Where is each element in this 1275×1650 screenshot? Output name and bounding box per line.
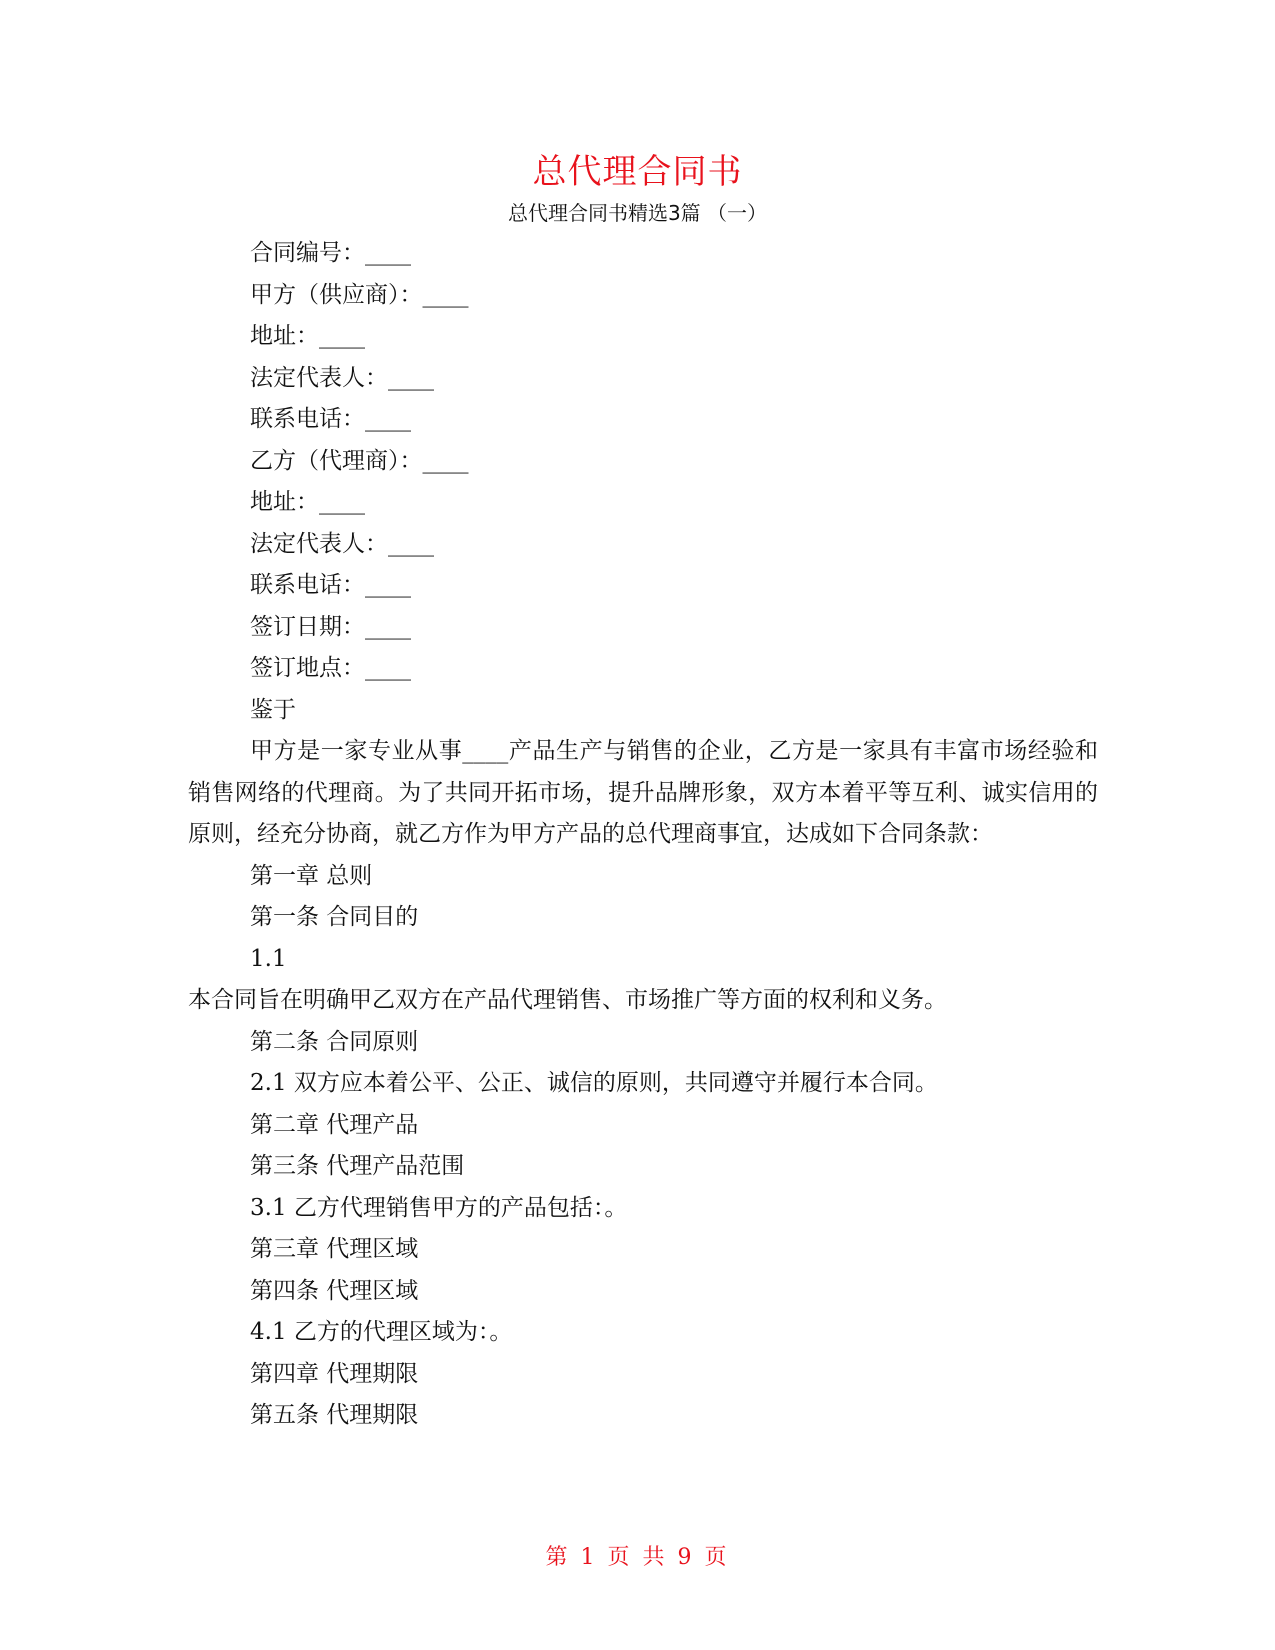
party-b-address-line: 地址：____	[250, 489, 365, 515]
article-heading: 第五条 代理期限	[250, 1402, 419, 1428]
contract-number-line: 合同编号：____	[250, 240, 411, 266]
article-heading: 第一条 合同目的	[250, 904, 419, 930]
party-a-address-line: 地址：____	[250, 323, 365, 349]
party-a-line: 甲方（供应商）：____	[250, 281, 469, 308]
signing-place-line: 签订地点：____	[250, 655, 411, 681]
chapter-heading: 第四章 代理期限	[250, 1360, 419, 1387]
document-title: 总代理合同书	[532, 152, 743, 192]
party-b-line: 乙方（代理商）：____	[250, 447, 469, 474]
chapter-heading: 第一章 总则	[250, 862, 373, 889]
page-footer: 第 1 页 共 9 页	[545, 1545, 730, 1570]
party-a-representative-line: 法定代表人：____	[250, 364, 434, 391]
chapter-heading: 第三章 代理区域	[250, 1236, 419, 1262]
article-heading: 第四条 代理区域	[250, 1277, 419, 1304]
document-body	[188, 233, 1098, 1437]
party-b-phone-line: 联系电话：____	[250, 572, 411, 598]
chapter-heading: 第二章 代理产品	[250, 1111, 419, 1138]
clause-number: 1.1	[250, 945, 287, 972]
party-b-representative-line: 法定代表人：____	[250, 530, 434, 557]
clause-text: 3.1 乙方代理销售甲方的产品包括：。	[250, 1194, 628, 1221]
clause-text: 本合同旨在明确甲乙双方在产品代理销售、市场推广等方面的权利和义务。	[188, 987, 947, 1013]
party-a-phone-line: 联系电话：____	[250, 406, 411, 432]
article-heading: 第三条 代理产品范围	[250, 1153, 465, 1179]
document-subtitle: 总代理合同书精选3篇 （一）	[507, 201, 768, 225]
clause-text: 4.1 乙方的代理区域为：。	[250, 1319, 513, 1345]
clause-text: 2.1 双方应本着公平、公正、诚信的原则，共同遵守并履行本合同。	[250, 1070, 938, 1096]
article-heading: 第二条 合同原则	[250, 1028, 419, 1055]
signing-date-line: 签订日期：____	[250, 613, 411, 640]
whereas-line: 鉴于	[250, 696, 296, 723]
preamble-paragraph: 甲方是一家专业从事____产品生产与销售的企业，乙方是一家具有丰富市场经验和销售网络的代理商。为了共同开拓市场，提升品牌形象，双方本着平等互利、诚实信用的原则，经充分协商，就乙方作为甲方产品的总代理商事宜，达成如下合同条款：	[188, 738, 1098, 847]
